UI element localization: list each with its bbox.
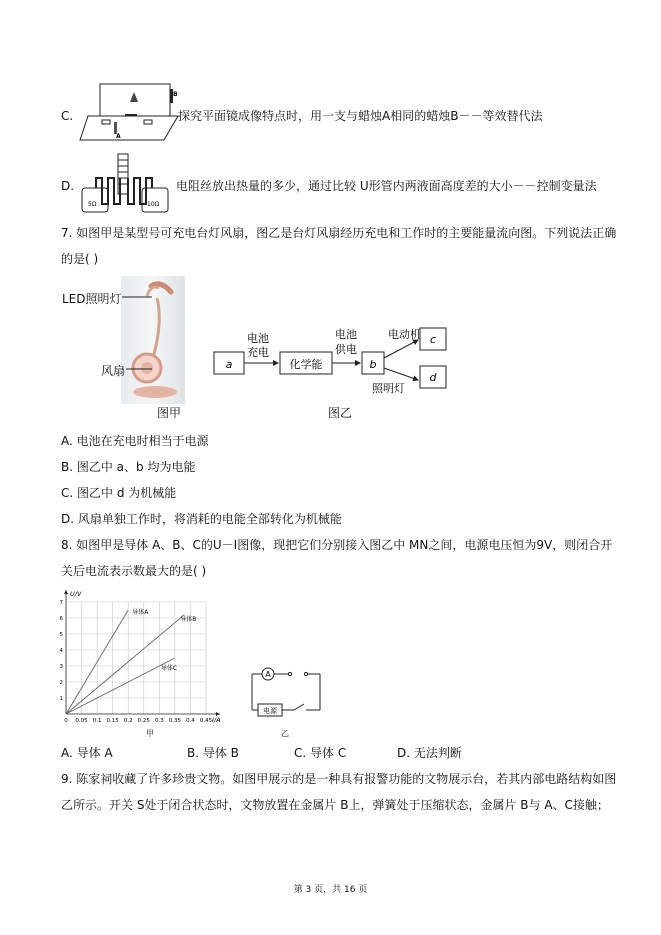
switch-symbol [294,704,304,710]
flow-box-chemical-text: 化学能 [289,358,323,371]
fig-label-a: A [116,133,121,140]
flow-arrow-supply-label-top: 电池 [335,328,357,341]
x-tick-label: 0.1 [92,718,102,724]
y-tick-label: 3 [59,664,63,670]
q8-stem-line2: 关后电流表示数最大的是( ) [61,564,207,578]
power-source-label: 电源 [263,707,277,715]
x-tick-label: 0.4 [186,718,195,724]
q8-option-b: B. 导体 B [187,746,239,760]
q8-stem-line1: 8. 如图甲是导体 A、B、C的U－I图像，现把它们分别接入图乙中 MN之间，电源电压恒为9V，则闭合开 [61,538,613,552]
y-tick-label: 5 [59,632,63,638]
u-i-chart [56,586,236,738]
flow-box-b-text: b [369,358,377,371]
x-tick-label: 0.35 [168,718,182,724]
fig-yi-caption: 图乙 [328,406,353,420]
y-axis-arrow [64,590,68,594]
x-tick-label: 0.2 [123,718,133,724]
x-tick-label: 0.45 [199,718,213,724]
q6-c-label: C. [61,109,74,123]
y-tick-label: 4 [59,648,63,654]
led-pointer-line [122,296,152,300]
flow-arrow-light-label: 照明灯 [372,382,405,395]
flow-arrow-light [384,368,418,380]
x-tick-label: 0 [64,718,68,724]
led-label: LED照明灯 [62,292,122,306]
series-label-1: 导体B [180,615,197,623]
fig-label-b: B [173,91,178,98]
q6-c-text: 探究平面镜成像特点时，用一支与蜡烛A相同的蜡烛B－－等效替代法 [178,109,543,123]
y-axis-label: U/V [70,590,82,598]
y-tick-label: 6 [59,616,63,622]
flow-arrow-motor-label: 电动机 [388,328,421,341]
q8-option-d: D. 无法判断 [397,746,462,760]
series-label-0: 导体A [132,609,149,616]
q8-option-a: A. 导体 A [61,746,113,760]
q8-option-c: C. 导体 C [294,746,347,760]
chart-caption-yi: 乙 [281,729,289,738]
q7-option-c: C. 图乙中 d 为机械能 [61,486,177,500]
flow-arrow-supply-label-bottom: 供电 [335,343,357,356]
resistor-10-label: 10Ω [147,201,160,208]
q9-stem-line2: 乙所示。开关 S处于闭合状态时，文物放置在金属片 B上，弹簧处于压缩状态，金属片 B与 A、C接触； [61,798,609,812]
fan-label: 风扇 [101,364,126,378]
y-tick-label: 2 [59,680,63,686]
mirror-experiment-figure [78,80,180,148]
flow-arrow-charge-label-bottom: 充电 [247,346,269,359]
q6-d-label: D. [61,179,75,193]
q7-option-a: A. 电池在充电时相当于电源 [61,434,209,448]
q7-option-d: D. 风扇单独工作时，将消耗的电能全部转化为机械能 [61,512,342,526]
x-axis-label: I/A [212,716,221,724]
q6-d-text: 电阻丝放出热量的多少，通过比较 U形管内两液面高度差的大小－－控制变量法 [176,179,597,193]
q9-stem-line1: 9. 陈家祠收藏了许多珍贵文物。如图甲展示的是一种具有报警功能的文物展示台，若其内部电路结构如图 [61,772,617,786]
q7-stem-line1: 7. 如图甲是某型号可充电台灯风扇，图乙是台灯风扇经历充电和工作时的主要能量流向图。下列说法正确 [61,226,617,240]
resistor-5-label: 5Ω [88,201,97,208]
u-tube-experiment-figure [78,152,174,216]
x-tick-label: 0.3 [154,718,164,724]
ammeter-label: A [265,670,271,679]
series-label-2: 导体C [160,665,178,672]
chart-caption-jia: 甲 [146,729,154,738]
y-tick-label: 7 [59,600,63,606]
q7-stem-line2: 的是( ) [61,252,99,266]
x-tick-label: 0.15 [106,718,119,724]
flow-arrow-motor [384,340,418,358]
flow-arrow-charge-label-top: 电池 [247,332,269,345]
flow-box-d-text: d [429,371,437,384]
flow-box-a-text: a [225,358,233,371]
fig-jia-caption: 图甲 [157,406,182,420]
flow-box-c-text: c [429,333,437,346]
page-footer: 第 3 页，共 16 页 [293,885,368,895]
fan-pointer-line [126,368,152,372]
q7-option-b: B. 图乙中 a、b 均为电能 [61,460,196,474]
x-tick-label: 0.05 [75,718,88,724]
energy-flow-diagram [210,322,460,398]
y-tick-label: 1 [59,696,63,702]
circuit-diagram [248,666,324,722]
x-tick-label: 0.25 [137,718,150,724]
